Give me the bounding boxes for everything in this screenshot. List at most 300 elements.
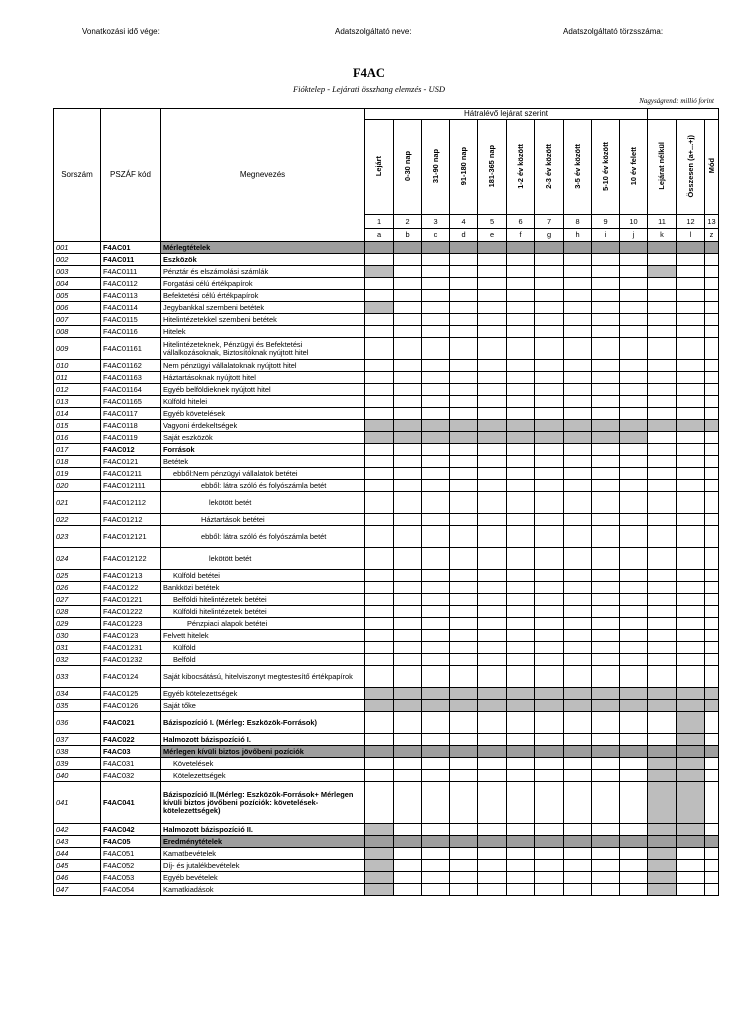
data-cell[interactable]	[535, 480, 564, 492]
data-cell[interactable]	[422, 242, 450, 254]
data-cell[interactable]	[422, 408, 450, 420]
data-cell[interactable]	[422, 666, 450, 688]
data-cell[interactable]	[705, 338, 719, 360]
data-cell[interactable]	[535, 514, 564, 526]
data-cell[interactable]	[677, 302, 705, 314]
data-cell[interactable]	[564, 254, 592, 266]
data-cell[interactable]	[592, 884, 620, 896]
data-cell[interactable]	[677, 408, 705, 420]
data-cell[interactable]	[394, 548, 422, 570]
data-cell[interactable]	[478, 700, 507, 712]
data-cell[interactable]	[422, 468, 450, 480]
data-cell[interactable]	[677, 618, 705, 630]
data-cell[interactable]	[478, 618, 507, 630]
data-cell[interactable]	[677, 884, 705, 896]
data-cell[interactable]	[365, 570, 394, 582]
data-cell[interactable]	[450, 836, 478, 848]
data-cell[interactable]	[677, 396, 705, 408]
data-cell[interactable]	[564, 666, 592, 688]
data-cell[interactable]	[394, 642, 422, 654]
data-cell[interactable]	[422, 782, 450, 824]
data-cell[interactable]	[648, 654, 677, 666]
data-cell[interactable]	[394, 420, 422, 432]
data-cell[interactable]	[592, 594, 620, 606]
data-cell[interactable]	[507, 432, 535, 444]
data-cell[interactable]	[677, 734, 705, 746]
data-cell[interactable]	[535, 314, 564, 326]
data-cell[interactable]	[478, 266, 507, 278]
data-cell[interactable]	[564, 570, 592, 582]
data-cell[interactable]	[478, 824, 507, 836]
data-cell[interactable]	[507, 746, 535, 758]
data-cell[interactable]	[394, 570, 422, 582]
data-cell[interactable]	[478, 860, 507, 872]
data-cell[interactable]	[677, 770, 705, 782]
data-cell[interactable]	[705, 326, 719, 338]
data-cell[interactable]	[564, 314, 592, 326]
data-cell[interactable]	[705, 824, 719, 836]
data-cell[interactable]	[592, 618, 620, 630]
data-cell[interactable]	[677, 782, 705, 824]
data-cell[interactable]	[592, 824, 620, 836]
data-cell[interactable]	[478, 712, 507, 734]
data-cell[interactable]	[677, 266, 705, 278]
data-cell[interactable]	[422, 712, 450, 734]
data-cell[interactable]	[365, 290, 394, 302]
data-cell[interactable]	[478, 338, 507, 360]
data-cell[interactable]	[705, 456, 719, 468]
data-cell[interactable]	[592, 360, 620, 372]
data-cell[interactable]	[648, 758, 677, 770]
data-cell[interactable]	[394, 290, 422, 302]
data-cell[interactable]	[677, 514, 705, 526]
data-cell[interactable]	[422, 456, 450, 468]
data-cell[interactable]	[365, 758, 394, 770]
data-cell[interactable]	[677, 848, 705, 860]
data-cell[interactable]	[478, 254, 507, 266]
data-cell[interactable]	[535, 630, 564, 642]
data-cell[interactable]	[535, 492, 564, 514]
data-cell[interactable]	[677, 570, 705, 582]
data-cell[interactable]	[677, 254, 705, 266]
data-cell[interactable]	[705, 526, 719, 548]
data-cell[interactable]	[365, 594, 394, 606]
data-cell[interactable]	[450, 570, 478, 582]
data-cell[interactable]	[648, 594, 677, 606]
data-cell[interactable]	[450, 326, 478, 338]
data-cell[interactable]	[648, 548, 677, 570]
data-cell[interactable]	[450, 548, 478, 570]
data-cell[interactable]	[450, 408, 478, 420]
data-cell[interactable]	[507, 326, 535, 338]
data-cell[interactable]	[365, 480, 394, 492]
data-cell[interactable]	[507, 618, 535, 630]
data-cell[interactable]	[620, 338, 648, 360]
data-cell[interactable]	[535, 606, 564, 618]
data-cell[interactable]	[394, 492, 422, 514]
data-cell[interactable]	[648, 468, 677, 480]
data-cell[interactable]	[450, 372, 478, 384]
data-cell[interactable]	[394, 848, 422, 860]
data-cell[interactable]	[648, 278, 677, 290]
data-cell[interactable]	[620, 734, 648, 746]
data-cell[interactable]	[535, 712, 564, 734]
data-cell[interactable]	[478, 242, 507, 254]
data-cell[interactable]	[620, 254, 648, 266]
data-cell[interactable]	[564, 594, 592, 606]
data-cell[interactable]	[705, 700, 719, 712]
data-cell[interactable]	[450, 314, 478, 326]
data-cell[interactable]	[450, 630, 478, 642]
data-cell[interactable]	[422, 278, 450, 290]
data-cell[interactable]	[535, 326, 564, 338]
data-cell[interactable]	[648, 618, 677, 630]
data-cell[interactable]	[365, 642, 394, 654]
data-cell[interactable]	[705, 770, 719, 782]
data-cell[interactable]	[535, 254, 564, 266]
data-cell[interactable]	[478, 396, 507, 408]
data-cell[interactable]	[535, 860, 564, 872]
data-cell[interactable]	[648, 642, 677, 654]
data-cell[interactable]	[507, 468, 535, 480]
data-cell[interactable]	[365, 734, 394, 746]
data-cell[interactable]	[394, 432, 422, 444]
data-cell[interactable]	[592, 338, 620, 360]
data-cell[interactable]	[365, 526, 394, 548]
data-cell[interactable]	[394, 514, 422, 526]
data-cell[interactable]	[507, 384, 535, 396]
data-cell[interactable]	[507, 570, 535, 582]
data-cell[interactable]	[592, 314, 620, 326]
data-cell[interactable]	[620, 266, 648, 278]
data-cell[interactable]	[478, 734, 507, 746]
data-cell[interactable]	[507, 770, 535, 782]
data-cell[interactable]	[705, 548, 719, 570]
data-cell[interactable]	[394, 444, 422, 456]
data-cell[interactable]	[677, 606, 705, 618]
data-cell[interactable]	[365, 872, 394, 884]
data-cell[interactable]	[450, 384, 478, 396]
data-cell[interactable]	[422, 338, 450, 360]
data-cell[interactable]	[620, 630, 648, 642]
data-cell[interactable]	[648, 836, 677, 848]
data-cell[interactable]	[592, 278, 620, 290]
data-cell[interactable]	[677, 642, 705, 654]
data-cell[interactable]	[365, 468, 394, 480]
data-cell[interactable]	[507, 372, 535, 384]
data-cell[interactable]	[365, 432, 394, 444]
data-cell[interactable]	[422, 420, 450, 432]
data-cell[interactable]	[478, 782, 507, 824]
data-cell[interactable]	[394, 872, 422, 884]
data-cell[interactable]	[422, 606, 450, 618]
data-cell[interactable]	[422, 266, 450, 278]
data-cell[interactable]	[620, 746, 648, 758]
data-cell[interactable]	[535, 836, 564, 848]
data-cell[interactable]	[677, 594, 705, 606]
data-cell[interactable]	[535, 278, 564, 290]
data-cell[interactable]	[365, 396, 394, 408]
data-cell[interactable]	[478, 302, 507, 314]
data-cell[interactable]	[535, 666, 564, 688]
data-cell[interactable]	[620, 848, 648, 860]
data-cell[interactable]	[394, 360, 422, 372]
data-cell[interactable]	[535, 688, 564, 700]
data-cell[interactable]	[564, 396, 592, 408]
data-cell[interactable]	[450, 302, 478, 314]
data-cell[interactable]	[705, 372, 719, 384]
data-cell[interactable]	[535, 654, 564, 666]
data-cell[interactable]	[394, 302, 422, 314]
data-cell[interactable]	[507, 666, 535, 688]
data-cell[interactable]	[365, 278, 394, 290]
data-cell[interactable]	[620, 480, 648, 492]
data-cell[interactable]	[648, 254, 677, 266]
data-cell[interactable]	[394, 758, 422, 770]
data-cell[interactable]	[422, 758, 450, 770]
data-cell[interactable]	[564, 372, 592, 384]
data-cell[interactable]	[450, 606, 478, 618]
data-cell[interactable]	[705, 630, 719, 642]
data-cell[interactable]	[450, 758, 478, 770]
data-cell[interactable]	[365, 372, 394, 384]
data-cell[interactable]	[592, 302, 620, 314]
data-cell[interactable]	[422, 570, 450, 582]
data-cell[interactable]	[648, 408, 677, 420]
data-cell[interactable]	[535, 338, 564, 360]
data-cell[interactable]	[592, 492, 620, 514]
data-cell[interactable]	[450, 456, 478, 468]
data-cell[interactable]	[394, 456, 422, 468]
data-cell[interactable]	[507, 514, 535, 526]
data-cell[interactable]	[450, 872, 478, 884]
data-cell[interactable]	[677, 278, 705, 290]
data-cell[interactable]	[394, 254, 422, 266]
data-cell[interactable]	[705, 444, 719, 456]
data-cell[interactable]	[564, 290, 592, 302]
data-cell[interactable]	[450, 266, 478, 278]
data-cell[interactable]	[564, 872, 592, 884]
data-cell[interactable]	[422, 630, 450, 642]
data-cell[interactable]	[620, 860, 648, 872]
data-cell[interactable]	[677, 372, 705, 384]
data-cell[interactable]	[365, 618, 394, 630]
data-cell[interactable]	[620, 384, 648, 396]
data-cell[interactable]	[422, 396, 450, 408]
data-cell[interactable]	[648, 734, 677, 746]
data-cell[interactable]	[507, 824, 535, 836]
data-cell[interactable]	[705, 254, 719, 266]
data-cell[interactable]	[648, 314, 677, 326]
data-cell[interactable]	[365, 860, 394, 872]
data-cell[interactable]	[394, 782, 422, 824]
data-cell[interactable]	[592, 666, 620, 688]
data-cell[interactable]	[478, 408, 507, 420]
data-cell[interactable]	[507, 606, 535, 618]
data-cell[interactable]	[648, 884, 677, 896]
data-cell[interactable]	[648, 492, 677, 514]
data-cell[interactable]	[507, 456, 535, 468]
data-cell[interactable]	[677, 630, 705, 642]
data-cell[interactable]	[450, 492, 478, 514]
data-cell[interactable]	[620, 582, 648, 594]
data-cell[interactable]	[564, 712, 592, 734]
data-cell[interactable]	[677, 758, 705, 770]
data-cell[interactable]	[620, 782, 648, 824]
data-cell[interactable]	[450, 712, 478, 734]
data-cell[interactable]	[705, 654, 719, 666]
data-cell[interactable]	[705, 384, 719, 396]
data-cell[interactable]	[422, 514, 450, 526]
data-cell[interactable]	[535, 468, 564, 480]
data-cell[interactable]	[365, 408, 394, 420]
data-cell[interactable]	[648, 666, 677, 688]
data-cell[interactable]	[564, 514, 592, 526]
data-cell[interactable]	[705, 848, 719, 860]
data-cell[interactable]	[365, 338, 394, 360]
data-cell[interactable]	[450, 526, 478, 548]
data-cell[interactable]	[422, 360, 450, 372]
data-cell[interactable]	[564, 242, 592, 254]
data-cell[interactable]	[620, 420, 648, 432]
data-cell[interactable]	[394, 712, 422, 734]
data-cell[interactable]	[478, 278, 507, 290]
data-cell[interactable]	[365, 746, 394, 758]
data-cell[interactable]	[365, 770, 394, 782]
data-cell[interactable]	[394, 326, 422, 338]
data-cell[interactable]	[705, 290, 719, 302]
data-cell[interactable]	[478, 444, 507, 456]
data-cell[interactable]	[535, 782, 564, 824]
data-cell[interactable]	[394, 408, 422, 420]
data-cell[interactable]	[705, 514, 719, 526]
data-cell[interactable]	[705, 688, 719, 700]
data-cell[interactable]	[535, 700, 564, 712]
data-cell[interactable]	[620, 548, 648, 570]
data-cell[interactable]	[677, 824, 705, 836]
data-cell[interactable]	[365, 254, 394, 266]
data-cell[interactable]	[365, 606, 394, 618]
data-cell[interactable]	[592, 526, 620, 548]
data-cell[interactable]	[507, 700, 535, 712]
data-cell[interactable]	[507, 848, 535, 860]
data-cell[interactable]	[620, 360, 648, 372]
data-cell[interactable]	[478, 420, 507, 432]
data-cell[interactable]	[648, 444, 677, 456]
data-cell[interactable]	[450, 254, 478, 266]
data-cell[interactable]	[507, 278, 535, 290]
data-cell[interactable]	[592, 782, 620, 824]
data-cell[interactable]	[394, 824, 422, 836]
data-cell[interactable]	[535, 758, 564, 770]
data-cell[interactable]	[365, 266, 394, 278]
data-cell[interactable]	[648, 570, 677, 582]
data-cell[interactable]	[507, 492, 535, 514]
data-cell[interactable]	[564, 848, 592, 860]
data-cell[interactable]	[564, 548, 592, 570]
data-cell[interactable]	[535, 618, 564, 630]
data-cell[interactable]	[705, 712, 719, 734]
data-cell[interactable]	[422, 548, 450, 570]
data-cell[interactable]	[422, 432, 450, 444]
data-cell[interactable]	[507, 480, 535, 492]
data-cell[interactable]	[564, 746, 592, 758]
data-cell[interactable]	[705, 582, 719, 594]
data-cell[interactable]	[422, 848, 450, 860]
data-cell[interactable]	[535, 444, 564, 456]
data-cell[interactable]	[394, 594, 422, 606]
data-cell[interactable]	[394, 526, 422, 548]
data-cell[interactable]	[478, 548, 507, 570]
data-cell[interactable]	[365, 700, 394, 712]
data-cell[interactable]	[592, 770, 620, 782]
data-cell[interactable]	[564, 688, 592, 700]
data-cell[interactable]	[648, 326, 677, 338]
data-cell[interactable]	[592, 872, 620, 884]
data-cell[interactable]	[535, 408, 564, 420]
data-cell[interactable]	[648, 514, 677, 526]
data-cell[interactable]	[620, 526, 648, 548]
data-cell[interactable]	[365, 242, 394, 254]
data-cell[interactable]	[507, 526, 535, 548]
data-cell[interactable]	[422, 642, 450, 654]
data-cell[interactable]	[620, 618, 648, 630]
data-cell[interactable]	[620, 514, 648, 526]
data-cell[interactable]	[677, 872, 705, 884]
data-cell[interactable]	[450, 860, 478, 872]
data-cell[interactable]	[507, 302, 535, 314]
data-cell[interactable]	[677, 360, 705, 372]
data-cell[interactable]	[620, 372, 648, 384]
data-cell[interactable]	[422, 314, 450, 326]
data-cell[interactable]	[564, 860, 592, 872]
data-cell[interactable]	[592, 654, 620, 666]
data-cell[interactable]	[365, 314, 394, 326]
data-cell[interactable]	[620, 468, 648, 480]
data-cell[interactable]	[592, 514, 620, 526]
data-cell[interactable]	[592, 384, 620, 396]
data-cell[interactable]	[394, 242, 422, 254]
data-cell[interactable]	[507, 242, 535, 254]
data-cell[interactable]	[507, 860, 535, 872]
data-cell[interactable]	[535, 302, 564, 314]
data-cell[interactable]	[450, 642, 478, 654]
data-cell[interactable]	[450, 278, 478, 290]
data-cell[interactable]	[620, 408, 648, 420]
data-cell[interactable]	[592, 432, 620, 444]
data-cell[interactable]	[592, 582, 620, 594]
data-cell[interactable]	[535, 594, 564, 606]
data-cell[interactable]	[507, 548, 535, 570]
data-cell[interactable]	[535, 242, 564, 254]
data-cell[interactable]	[450, 666, 478, 688]
data-cell[interactable]	[394, 734, 422, 746]
data-cell[interactable]	[648, 432, 677, 444]
data-cell[interactable]	[648, 360, 677, 372]
data-cell[interactable]	[592, 712, 620, 734]
data-cell[interactable]	[620, 326, 648, 338]
data-cell[interactable]	[535, 884, 564, 896]
data-cell[interactable]	[677, 456, 705, 468]
data-cell[interactable]	[394, 468, 422, 480]
data-cell[interactable]	[450, 848, 478, 860]
data-cell[interactable]	[450, 420, 478, 432]
data-cell[interactable]	[620, 666, 648, 688]
data-cell[interactable]	[394, 338, 422, 360]
data-cell[interactable]	[592, 254, 620, 266]
data-cell[interactable]	[705, 836, 719, 848]
data-cell[interactable]	[507, 396, 535, 408]
